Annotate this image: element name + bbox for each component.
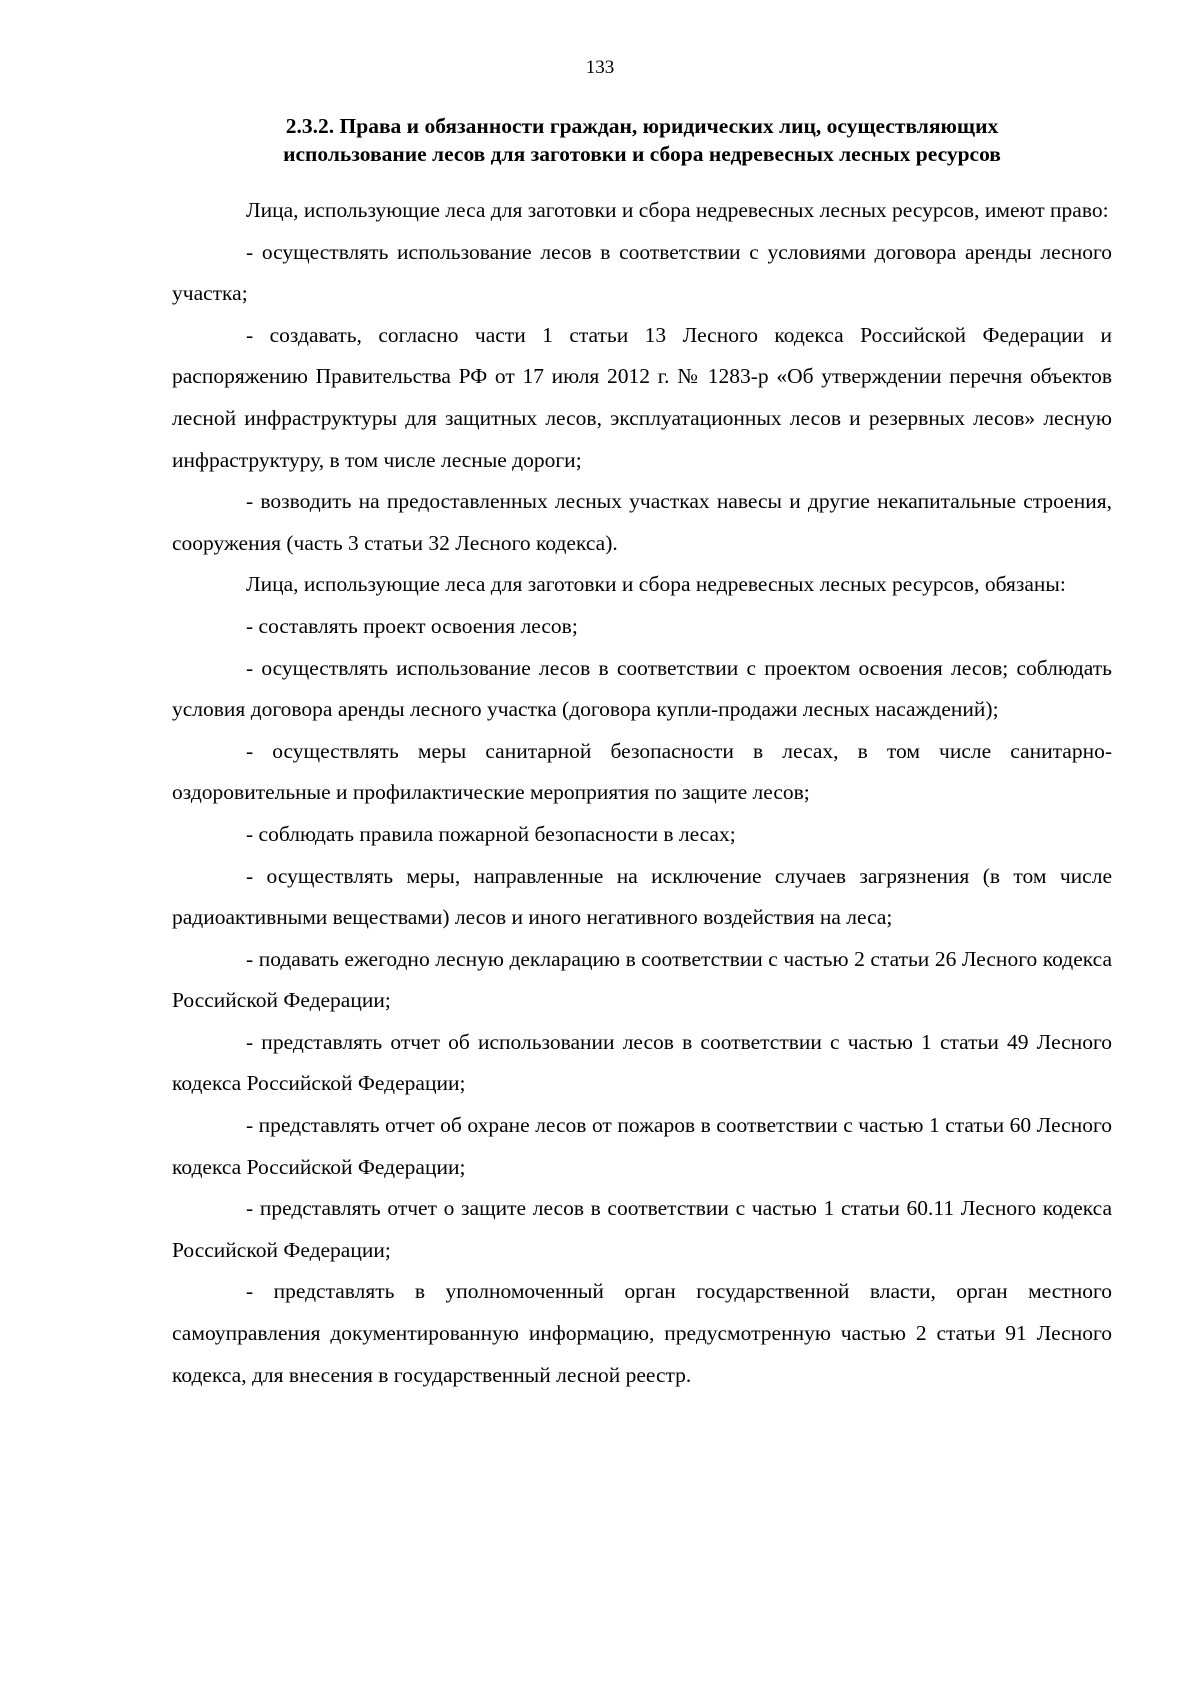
list-item-duty-fire-report: - представлять отчет об охране лесов от пожаров в соответствии с частью 1 статьи 60 Лесного кодекса Российской Федерации; <box>172 1113 1112 1179</box>
section-heading-line-2: использование лесов для заготовки и сбора недревесных лесных ресурсов <box>283 142 1001 166</box>
list-item-duty-usage-report: - представлять отчет об использовании лесов в соответствии с частью 1 статьи 49 Лесного кодекса Российской Федерации; <box>172 1029 1112 1096</box>
list-item-duty-pollution: - осуществлять меры, направленные на исключение случаев загрязнения (в том числе радиоактивными веществами) лесов и иного негативного воздействия на леса; <box>172 863 1112 930</box>
list-item-duty-sanitary: - осуществлять меры санитарной безопасности в лесах, в том числе санитарно-оздоровительные и профилактические мероприятия по защите лесов; <box>172 738 1112 805</box>
paragraph-duties-intro: Лица, использующие леса для заготовки и сбора недревесных лесных ресурсов, обязаны: <box>246 572 1066 597</box>
list-item-right-build-structures: - возводить на предоставленных лесных участках навесы и другие некапитальные строения, сооружения (часть 3 статьи 32 Лесного кодекса). <box>172 489 1112 555</box>
page-number: 133 <box>585 57 615 78</box>
list-item-duty-follow-plan: - осуществлять использование лесов в соответствии с проектом освоения лесов; соблюдать условия договора аренды лесного участка (договора купли-продажи лесных насаждений); <box>172 655 1112 722</box>
section-heading <box>172 112 1112 168</box>
section-heading-line-1: 2.3.2. Права и обязанности граждан, юридических лиц, осуществляющих <box>285 114 999 138</box>
list-item-duty-declaration: - подавать ежегодно лесную декларацию в соответствии с частью 2 статьи 26 Лесного кодекса Российской Федерации; <box>172 946 1112 1013</box>
list-item-duty-fire-safety: - соблюдать правила пожарной безопасности в лесах; <box>246 821 736 846</box>
body-text <box>172 190 1112 1396</box>
list-item-right-use-forests: - осуществлять использование лесов в соответствии с условиями договора аренды лесного участка; <box>172 239 1112 306</box>
list-item-duty-forest-plan: - составлять проект освоения лесов; <box>246 613 578 638</box>
paragraph-rights-intro: Лица, использующие леса для заготовки и сбора недревесных лесных ресурсов, имеют право: <box>246 198 1109 222</box>
list-item-duty-protection-report: - представлять отчет о защите лесов в соответствии с частью 1 статьи 60.11 Лесного кодекса Российской Федерации; <box>172 1196 1112 1262</box>
list-item-right-create-infrastructure: - создавать, согласно части 1 статьи 13 Лесного кодекса Российской Федерации и распоряжению Правительства РФ от 17 июля 2012 г. № 1283-р «Об утверждении перечня объектов лесной инфраструктуры для защитных лесов, эксплуатационных лесов и резервных лесов» лесную инфраструктуру, в том числе лесные дороги; <box>172 322 1112 472</box>
list-item-duty-registry-info: - представлять в уполномоченный орган государственной власти, орган местного самоуправления документированную информацию, предусмотренную частью 2 статьи 91 Лесного кодекса, для внесения в государственный лесной реестр. <box>172 1279 1112 1387</box>
